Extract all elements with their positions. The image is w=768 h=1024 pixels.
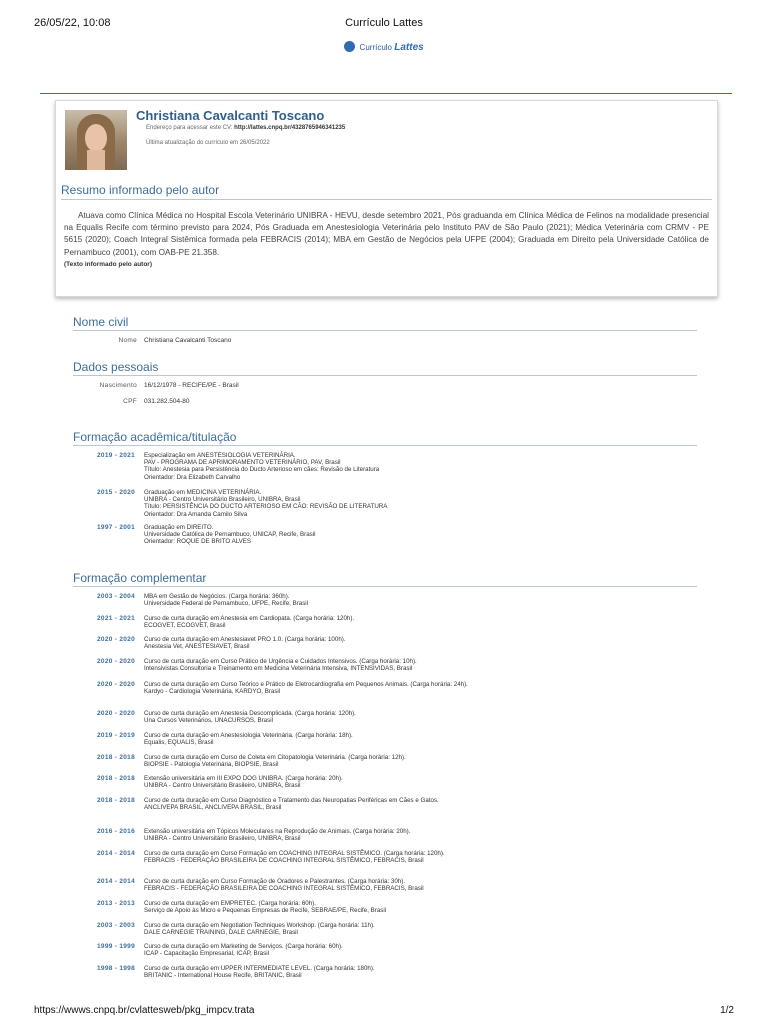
logo-small-text: Currículo: [359, 43, 392, 52]
field-label-nascimento: Nascimento: [99, 382, 137, 389]
item-description: Graduação em DIREITO. Universidade Católica de Pernambuco, UNICAP, Recife, Brasil Orientador: ROQUE DE BRITO ALVES: [144, 524, 316, 546]
item-description: Curso de curta duração em Curso de Coleta em Citopatologia Veterinária. (Carga horária: 12h). BIOPSIE - Patologia Veterinária, BIOPSIE, Brasil: [144, 754, 406, 769]
item-description: Curso de curta duração em EMPRETEC. (Carga horária: 60h). Serviço de Apoio às Micro e Pequenas Empresas de Recife, SEBRAE/PE, Recife, Brasil: [144, 900, 387, 915]
item-years: 1999 - 1999: [97, 943, 135, 950]
section-divider: [73, 330, 697, 331]
main-content: [73, 0, 697, 1000]
item-years: 2018 - 2018: [97, 775, 135, 782]
item-years: 2020 - 2020: [97, 658, 135, 665]
page-number: 1/2: [720, 1005, 734, 1016]
item-description: Curso de curta duração em Marketing de Serviços. (Carga horária: 60h). ICAP - Capacitação Empresarial, ICAP, Brasil: [144, 943, 343, 958]
item-description: Curso de curta duração em Anestesia Descomplicada. (Carga horária: 120h). Una Cursos Veterinários, UNACURSOS, Brasil: [144, 710, 356, 725]
logo-brand-text: Lattes: [394, 42, 424, 53]
print-footer: [34, 1005, 734, 1017]
item-description: Curso de curta duração em Curso Prático de Urgência e Cuidados Intensivos. (Carga horária: 10h). Intensivistas Consultoria e Treinamento em Medicina Veterinária Intensiva, INTENSIVIDAS, Brasil: [144, 658, 417, 673]
item-years: 2014 - 2014: [97, 850, 135, 857]
item-description: Curso de curta duração em Anestesia em Cardiopata. (Carga horária: 120h). ECOGVET, ECOGVET, Brasil: [144, 615, 355, 630]
item-years: 2019 - 2019: [97, 732, 135, 739]
item-years: 2020 - 2020: [97, 636, 135, 643]
print-date: 26/05/22, 10:08: [34, 17, 111, 29]
field-label-nome: Nome: [118, 337, 137, 344]
item-years: 2014 - 2014: [97, 878, 135, 885]
summary-note: (Texto informado pelo autor): [64, 261, 152, 268]
field-value-nome: Christiana Cavalcanti Toscano: [144, 337, 232, 344]
profile-name: Christiana Cavalcanti Toscano: [136, 108, 325, 123]
item-description: Curso de curta duração em Curso Diagnóstico e Tratamento das Neuropatias Periféricas em Cães e Gatos. ANCLIVEPA BRASIL, ANCLIVEPA BRASIL, Brasil: [144, 797, 439, 812]
profile-url-label: Endereço para acessar este CV:: [146, 125, 233, 131]
summary-title: Resumo informado pelo autor: [61, 183, 220, 197]
item-description: Curso de curta duração em Anestesiavet PRO 1.0. (Carga horária: 100h). Anestesia Vet, ANESTESIAVET, Brasil: [144, 636, 346, 651]
item-years: 2020 - 2020: [97, 710, 135, 717]
section-divider: [73, 445, 697, 446]
field-label-cpf: CPF: [123, 398, 137, 405]
item-years: 2020 - 2020: [97, 681, 135, 688]
item-years: 2018 - 2018: [97, 754, 135, 761]
item-description: Curso de curta duração em Curso Formação de Oradores e Palestrantes. (Carga horária: 30h). FEBRACIS - FEDERAÇÃO BRASILEIRA DE COACHING INTEGRAL SISTÊMICO, FEBRACIS, Brasil: [144, 878, 424, 893]
footer-url[interactable]: https://wwws.cnpq.br/cvlattesweb/pkg_impcv.trata: [34, 1005, 255, 1016]
section-title-nome-civil: Nome civil: [73, 315, 129, 329]
section-title-formacao-academica: Formação acadêmica/titulação: [73, 430, 237, 444]
item-description: Graduação em MEDICINA VETERINÁRIA. UNIBRA - Centro Universitário Brasileiro, UNIBRA, Brasil Título: PERSISTÊNCIA DO DUCTO ARTERIOSO EM CÃO: REVISÃO DE LITERATURA Orientador: Dra Amanda Camilo Silva: [144, 489, 388, 518]
item-description: Extensão universitária em III EXPO DOG UNIBRA. (Carga horária: 20h). UNIBRA - Centro Universitário Brasileiro, UNIBRA, Brasil: [144, 775, 343, 790]
item-description: Curso de curta duração em Anestesiologia Veterinária. (Carga horária: 18h). Equalis, EQUALIS, Brasil: [144, 732, 353, 747]
item-years: 2018 - 2018: [97, 797, 135, 804]
item-description: Curso de curta duração em UPPER INTERMEDIATE LEVEL. (Carga horária: 180h). BRITANIC - International House Recife, BRITANIC, Brasil: [144, 965, 375, 980]
item-description: MBA em Gestão de Negócios. (Carga horária: 360h). Universidade Federal de Pernambuco, UFPE, Recife, Brasil: [144, 593, 309, 608]
item-years: 2003 - 2004: [97, 593, 135, 600]
item-years: 2016 - 2016: [97, 828, 135, 835]
profile-updated: Última atualização do currículo em 26/05/2022: [146, 140, 270, 146]
section-title-dados-pessoais: Dados pessoais: [73, 360, 159, 374]
print-title: Currículo Lattes: [345, 17, 423, 29]
summary-text: Atuava como Clínica Médica no Hospital Escola Veterinário UNIBRA - HEVU, desde setembro 2021, Pós graduanda em Clínica Médica de Felinos na modalidade presencial na Equalis Recife com término previsto para 2024, Pós Graduada em Anestesiologia Veterinária pelo Instituto PAV de São Paulo (2021); Médica Veterinária com CRMV - PE 5615 (2020); Coach Integral Sistêmica formada pela FEBRACIS (2014); MBA em Gestão de Negócios pela UFPE (2004); Graduada em Direito pela Universidade Católica de Pernambuco (2001), com OAB-PE 21.358.: [64, 211, 709, 257]
profile-url[interactable]: http://lattes.cnpq.br/4328765946341235: [234, 125, 346, 131]
item-years: 2019 - 2021: [97, 452, 135, 459]
section-divider: [73, 586, 697, 587]
item-description: Curso de curta duração em Negotiation Techniques Workshop. (Carga horária: 11h). DALE CARNEGIE TRAINING, DALE CARNEGIE, Brasil: [144, 922, 375, 937]
item-years: 2015 - 2020: [97, 489, 135, 496]
item-years: 1998 - 1998: [97, 965, 135, 972]
field-value-nascimento: 16/12/1978 - RECIFE/PE - Brasil: [144, 382, 239, 389]
item-description: Especialização em ANESTESIOLOGIA VETERINÁRIA. PAV - PROGRAMA DE APRIMORAMENTO VETERINÁRIO, PAV, Brasil Título: Anestesia para Persistência do Ducto Arterioso em cães: Revisão de Literatura Orientador: Dra Elizabeth Carvalho: [144, 452, 380, 481]
item-description: Extensão universitária em Tópicos Moleculares na Reprodução de Animais. (Carga horária: 20h). UNIBRA - Centro Universitário Brasileiro, UNIBRA, Brasil: [144, 828, 411, 843]
section-divider: [73, 375, 697, 376]
item-years: 2003 - 2003: [97, 922, 135, 929]
field-value-cpf: 031.282.504-80: [144, 398, 190, 405]
item-years: 2013 - 2013: [97, 900, 135, 907]
item-years: 1997 - 2001: [97, 524, 135, 531]
section-title-formacao-complementar: Formação complementar: [73, 571, 207, 585]
item-years: 2021 - 2021: [97, 615, 135, 622]
item-description: Curso de curta duração em Curso Teórico e Prático de Eletrocardiografia em Pequenos Animais. (Carga horária: 24h). Kardyo - Cardiologia Veterinária, KARDYO, Brasil: [144, 681, 468, 696]
item-description: Curso de curta duração em Curso Formação em COACHING INTEGRAL SISTÊMICO. (Carga horária: 120h). FEBRACIS - FEDERAÇÃO BRASILEIRA DE COACHING INTEGRAL SISTÊMICO, FEBRACIS, Brasil: [144, 850, 445, 865]
